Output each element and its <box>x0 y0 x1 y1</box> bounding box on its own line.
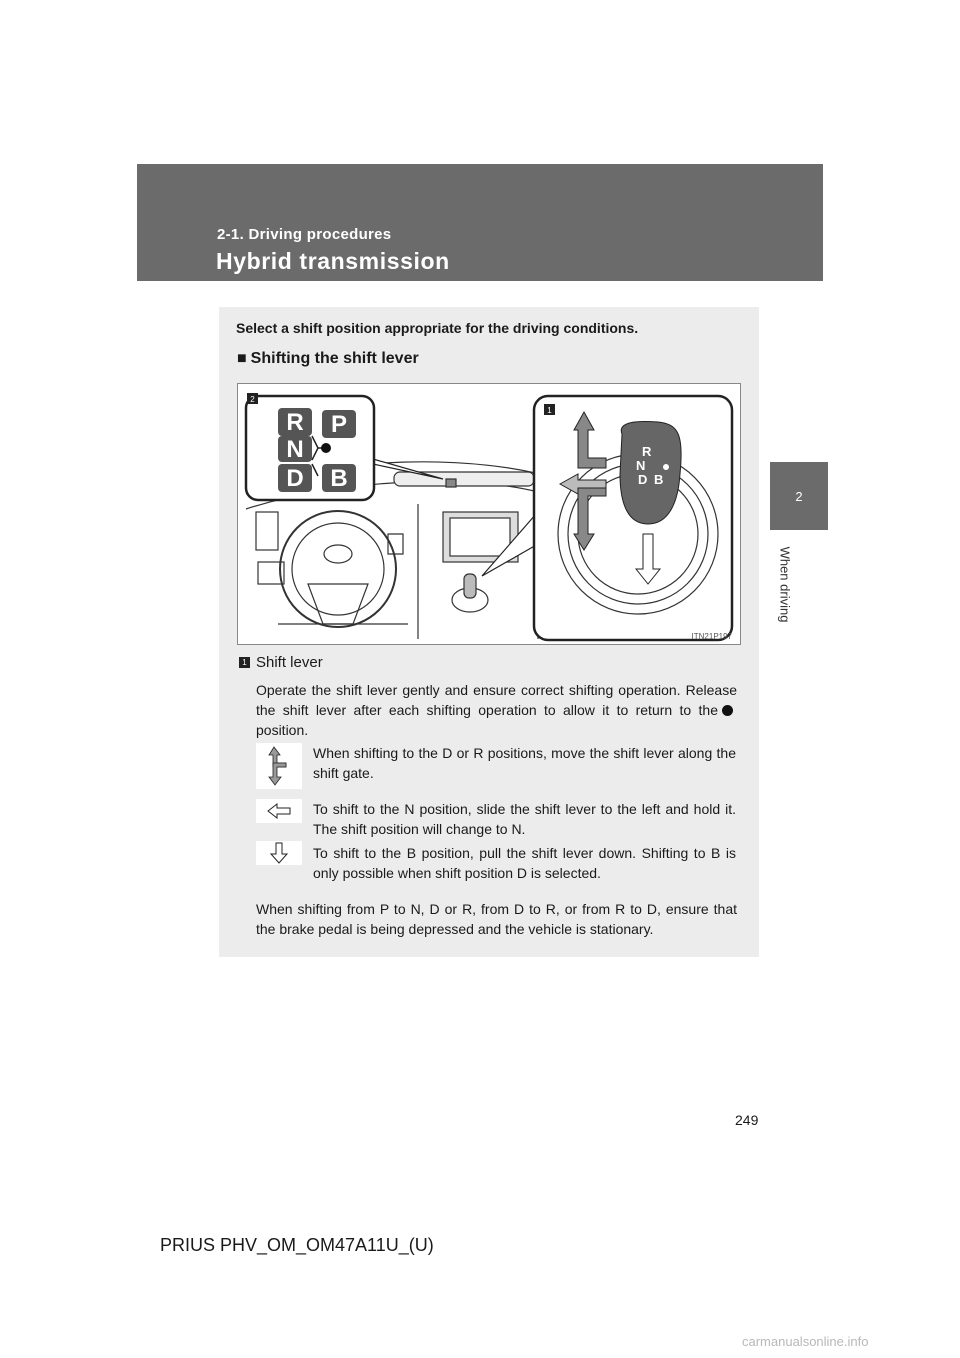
gate-letter-p: P <box>330 411 348 438</box>
instruction-2-text: To shift to the N position, slide the shift lever to the left and hold it. The shift position will change to N. <box>313 801 736 837</box>
subheading-text: Shifting the shift lever <box>250 350 419 367</box>
down-arrow-icon <box>256 841 302 865</box>
page-title: Hybrid transmission <box>216 248 450 274</box>
item-1-description <box>256 680 737 740</box>
left-arrow-icon <box>256 799 302 823</box>
home-position-icon <box>722 705 733 716</box>
section-title: 2-1. Driving procedures <box>217 226 392 243</box>
knob-letter-d: D <box>638 472 648 487</box>
chapter-number: 2 <box>795 488 803 504</box>
gate-letter-b: B <box>330 465 348 492</box>
shift-lever-figure <box>237 383 741 645</box>
item-1-para-part1: Operate the shift lever gently and ensure correct shifting operation. Release the shift lever after each shifting operation to allow it to return to the <box>256 682 737 718</box>
knob-home-dot <box>663 464 669 470</box>
knob-letter-b: B <box>654 472 664 487</box>
item-1-number: 1 <box>239 657 250 668</box>
chapter-label <box>770 534 800 634</box>
item-1-label <box>239 654 323 671</box>
instruction-3-text: To shift to the B position, pull the shift lever down. Shifting to B is only possible when shift position D is selected. <box>313 845 736 881</box>
home-position-dot <box>321 443 331 453</box>
subheading <box>237 350 419 368</box>
item-1-para-part2: position. <box>256 722 309 738</box>
lever-knob <box>620 422 681 525</box>
document-code: PRIUS PHV_OM_OM47A11U_(U) <box>160 1235 434 1255</box>
knob-letter-n: N <box>636 458 646 473</box>
chapter-tab[interactable] <box>770 462 828 530</box>
gate-letter-r: R <box>286 409 304 436</box>
figure-code: ITN21P197 <box>691 632 732 641</box>
gate-letter-n: N <box>286 436 304 463</box>
gate-letter-d: D <box>286 465 304 492</box>
closing-note: When shifting from P to N, D or R, from D to R, or from R to D, ensure that the brake pedal is being depressed and the vehicle is stationary. <box>256 901 737 937</box>
callout-2: 2 <box>250 395 255 404</box>
page-number: 249 <box>735 1112 759 1128</box>
instruction-row-1 <box>256 743 738 789</box>
callout-1: 1 <box>547 406 552 415</box>
chapter-label-text: When driving <box>777 546 793 622</box>
up-down-arrows-icon <box>256 743 302 789</box>
subheading-marker: ■ <box>237 350 247 367</box>
watermark: carmanualsonline.info <box>742 1334 869 1349</box>
instruction-1-text: When shifting to the D or R positions, move the shift lever along the shift gate. <box>313 745 736 781</box>
item-1-text: Shift lever <box>256 654 323 671</box>
instruction-row-2 <box>256 799 738 845</box>
knob-letter-r: R <box>642 444 652 459</box>
figure-illustration <box>238 384 742 646</box>
intro-text: Select a shift position appropriate for the driving conditions. <box>236 320 639 336</box>
instruction-row-3 <box>256 843 738 889</box>
